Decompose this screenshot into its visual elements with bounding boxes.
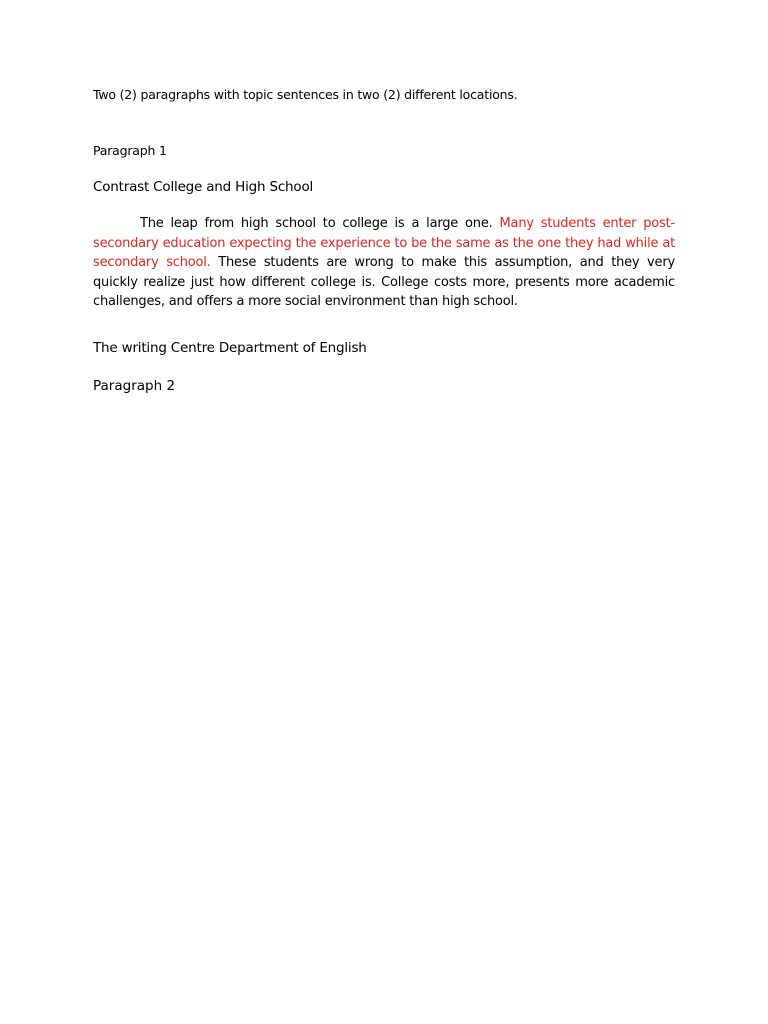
opening-sentence: The leap from high school to college is a large one.	[140, 216, 493, 231]
source-line: The writing Centre Department of English	[93, 340, 367, 356]
paragraph-heading: Contrast College and High School	[93, 179, 314, 195]
intro-text: Two (2) paragraphs with topic sentences in two (2) different locations.	[93, 87, 518, 102]
paragraph-2-label: Paragraph 2	[93, 378, 176, 394]
body-paragraph	[93, 214, 675, 312]
paragraph-1-label: Paragraph 1	[93, 143, 167, 158]
topic-sentence: Many students enter post-secondary education expecting the experience to be the same as the one they had while at secondary school.	[93, 216, 675, 270]
supporting-sentences: These students are wrong to make this assumption, and they very quickly realize just how different college is. College costs more, presents more academic challenges, and offers a more social environment than high school.	[93, 255, 675, 309]
